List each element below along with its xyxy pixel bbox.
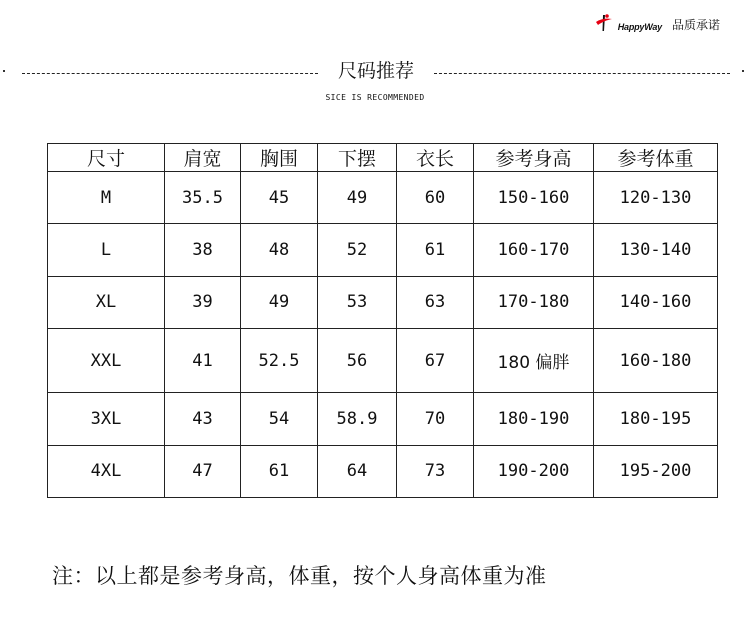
cell-chest: 49 <box>241 276 318 328</box>
cell-ref-height: 160-170 <box>474 224 594 276</box>
table-row <box>48 445 718 497</box>
cell-length: 63 <box>397 276 474 328</box>
table-row <box>48 328 718 393</box>
cell-chest: 45 <box>241 172 318 224</box>
cell-size: XXL <box>48 328 165 393</box>
cell-hem: 53 <box>318 276 397 328</box>
header-length: 衣长 <box>397 144 474 172</box>
dashed-rule-right <box>434 73 730 74</box>
cell-hem: 58.9 <box>318 393 397 445</box>
cell-shoulder-width: 43 <box>165 393 241 445</box>
cell-ref-weight: 140-160 <box>594 276 718 328</box>
cell-ref-weight: 180-195 <box>594 393 718 445</box>
cell-chest: 52.5 <box>241 328 318 393</box>
cell-shoulder-width: 47 <box>165 445 241 497</box>
cell-length: 73 <box>397 445 474 497</box>
header-size: 尺寸 <box>48 144 165 172</box>
cell-shoulder-width: 38 <box>165 224 241 276</box>
cell-ref-height: 150-160 <box>474 172 594 224</box>
cell-ref-weight: 160-180 <box>594 328 718 393</box>
header-chest: 胸围 <box>241 144 318 172</box>
cell-length: 67 <box>397 328 474 393</box>
cell-ref-height: 180 偏胖 <box>474 328 594 393</box>
brand-header <box>594 12 720 33</box>
section-subtitle: SICE IS RECOMMENDED <box>325 93 425 102</box>
cell-hem: 56 <box>318 328 397 393</box>
cell-length: 60 <box>397 172 474 224</box>
table-row <box>48 172 718 224</box>
header-hem: 下摆 <box>318 144 397 172</box>
divider-dot-right <box>742 70 744 72</box>
cell-length: 61 <box>397 224 474 276</box>
cell-length: 70 <box>397 393 474 445</box>
cell-hem: 52 <box>318 224 397 276</box>
brand-name: HappyWay <box>617 21 662 32</box>
cell-ref-weight: 195-200 <box>594 445 718 497</box>
cell-shoulder-width: 41 <box>165 328 241 393</box>
cell-ref-weight: 120-130 <box>594 172 718 224</box>
header-shoulder-width: 肩宽 <box>165 144 241 172</box>
dashed-rule-left <box>22 73 318 74</box>
divider-dot-left <box>3 70 5 72</box>
table-header-row <box>48 144 718 172</box>
footnote: 注：以上都是参考身高，体重，按个人身高体重为准 <box>52 564 547 588</box>
section-title: 尺码推荐 <box>337 60 414 82</box>
table-row <box>48 276 718 328</box>
brand-slogan: 品质承诺 <box>671 18 720 32</box>
cell-chest: 48 <box>241 224 318 276</box>
cell-shoulder-width: 35.5 <box>165 172 241 224</box>
cell-hem: 49 <box>318 172 397 224</box>
header-ref-weight: 参考体重 <box>594 144 718 172</box>
cell-chest: 61 <box>241 445 318 497</box>
cell-ref-weight: 130-140 <box>594 224 718 276</box>
happyway-logo-icon <box>594 13 614 33</box>
cell-size: 4XL <box>48 445 165 497</box>
section-title-row <box>0 58 750 84</box>
cell-ref-height: 190-200 <box>474 445 594 497</box>
cell-ref-height: 170-180 <box>474 276 594 328</box>
cell-size: M <box>48 172 165 224</box>
header-ref-height: 参考身高 <box>474 144 594 172</box>
cell-ref-height: 180-190 <box>474 393 594 445</box>
cell-shoulder-width: 39 <box>165 276 241 328</box>
table-row <box>48 393 718 445</box>
table-row <box>48 224 718 276</box>
cell-hem: 64 <box>318 445 397 497</box>
cell-size: 3XL <box>48 393 165 445</box>
cell-size: L <box>48 224 165 276</box>
size-chart-table <box>47 143 718 498</box>
cell-chest: 54 <box>241 393 318 445</box>
cell-size: XL <box>48 276 165 328</box>
